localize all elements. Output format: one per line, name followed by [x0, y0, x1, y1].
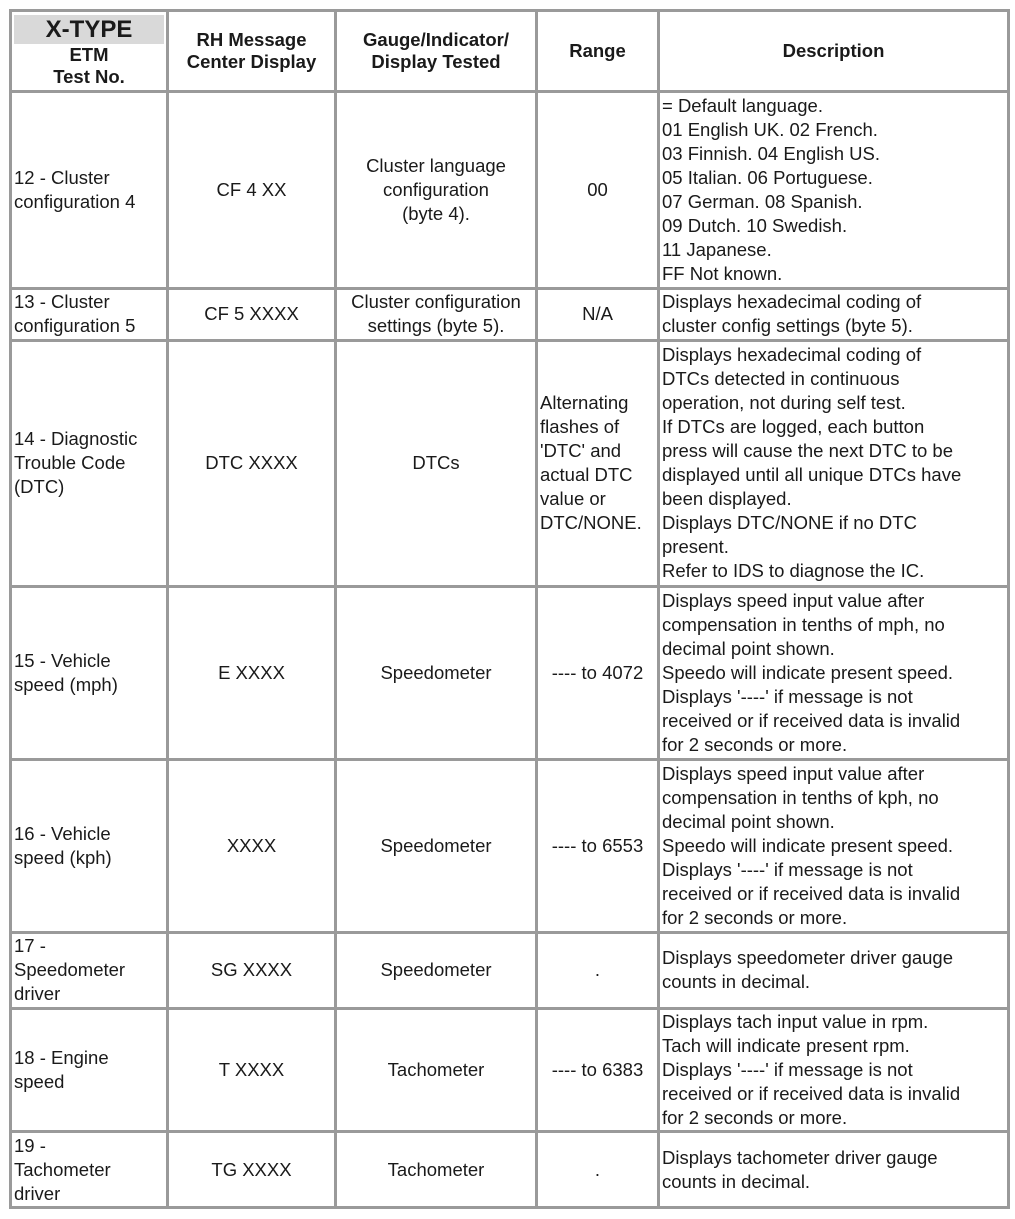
header-description: Description — [659, 11, 1009, 92]
test-number-cell: 15 - Vehicle speed (mph) — [11, 587, 168, 760]
header-etm-test-no: ETM Test No. — [53, 43, 125, 87]
range-cell: N/A — [537, 289, 659, 340]
etm-test-table — [9, 9, 1010, 1209]
range-cell: . — [537, 1132, 659, 1208]
table-row — [11, 289, 1009, 340]
test-number-cell: 13 - Cluster configuration 5 — [11, 289, 168, 340]
message-display-cell: XXXX — [168, 760, 336, 933]
description-cell: Displays speedometer driver gauge counts in decimal. — [659, 933, 1009, 1008]
test-number-cell: 17 - Speedometer driver — [11, 933, 168, 1008]
range-cell: ---- to 4072 — [537, 587, 659, 760]
message-display-cell: CF 5 XXXX — [168, 289, 336, 340]
gauge-tested-cell: Tachometer — [336, 1132, 537, 1208]
gauge-tested-cell: Cluster language configuration (byte 4). — [336, 92, 537, 289]
header-range: Range — [537, 11, 659, 92]
range-cell: . — [537, 933, 659, 1008]
header-gauge-tested: Gauge/Indicator/ Display Tested — [336, 11, 537, 92]
table-row — [11, 933, 1009, 1008]
table-row — [11, 1008, 1009, 1132]
range-cell: ---- to 6383 — [537, 1008, 659, 1132]
test-number-cell: 12 - Cluster configuration 4 — [11, 92, 168, 289]
table-row — [11, 340, 1009, 587]
description-cell: Displays speed input value after compensation in tenths of mph, no decimal point shown. Speedo will indicate present speed. Displays '----' if message is not received or if received data is invalid for 2 seconds or more. — [659, 587, 1009, 760]
message-display-cell: SG XXXX — [168, 933, 336, 1008]
gauge-tested-cell: Speedometer — [336, 933, 537, 1008]
test-number-cell: 18 - Engine speed — [11, 1008, 168, 1132]
table-row — [11, 587, 1009, 760]
header-xtype-title: X-TYPE — [14, 15, 164, 44]
range-cell: ---- to 6553 — [537, 760, 659, 933]
header-test-no — [11, 11, 168, 92]
description-cell: Displays hexadecimal coding of DTCs detected in continuous operation, not during self test. If DTCs are logged, each button press will cause the next DTC to be displayed until all unique DTCs have been displayed. Displays DTC/NONE if no DTC present. Refer to IDS to diagnose the IC. — [659, 340, 1009, 587]
test-number-cell: 16 - Vehicle speed (kph) — [11, 760, 168, 933]
gauge-tested-cell: Speedometer — [336, 587, 537, 760]
gauge-tested-cell: Cluster configuration settings (byte 5). — [336, 289, 537, 340]
gauge-tested-cell: Speedometer — [336, 760, 537, 933]
message-display-cell: E XXXX — [168, 587, 336, 760]
description-cell: Displays hexadecimal coding of cluster config settings (byte 5). — [659, 289, 1009, 340]
message-display-cell: CF 4 XX — [168, 92, 336, 289]
description-cell: Displays speed input value after compensation in tenths of kph, no decimal point shown. Speedo will indicate present speed. Displays '----' if message is not received or if received data is invalid for 2 seconds or more. — [659, 760, 1009, 933]
range-cell: 00 — [537, 92, 659, 289]
header-rh-message: RH Message Center Display — [168, 11, 336, 92]
test-number-cell: 14 - Diagnostic Trouble Code (DTC) — [11, 340, 168, 587]
description-cell: = Default language. 01 English UK. 02 French. 03 Finnish. 04 English US. 05 Italian. 06 Portuguese. 07 German. 08 Spanish. 09 Dutch. 10 Swedish. 11 Japanese. FF Not known. — [659, 92, 1009, 289]
header-row — [11, 11, 1009, 92]
table-row — [11, 1132, 1009, 1208]
table-row — [11, 92, 1009, 289]
table-row — [11, 760, 1009, 933]
gauge-tested-cell: Tachometer — [336, 1008, 537, 1132]
test-number-cell: 19 - Tachometer driver — [11, 1132, 168, 1208]
range-cell: Alternating flashes of 'DTC' and actual DTC value or DTC/NONE. — [537, 340, 659, 587]
message-display-cell: T XXXX — [168, 1008, 336, 1132]
description-cell: Displays tachometer driver gauge counts in decimal. — [659, 1132, 1009, 1208]
message-display-cell: TG XXXX — [168, 1132, 336, 1208]
gauge-tested-cell: DTCs — [336, 340, 537, 587]
message-display-cell: DTC XXXX — [168, 340, 336, 587]
description-cell: Displays tach input value in rpm. Tach will indicate present rpm. Displays '----' if message is not received or if received data is invalid for 2 seconds or more. — [659, 1008, 1009, 1132]
